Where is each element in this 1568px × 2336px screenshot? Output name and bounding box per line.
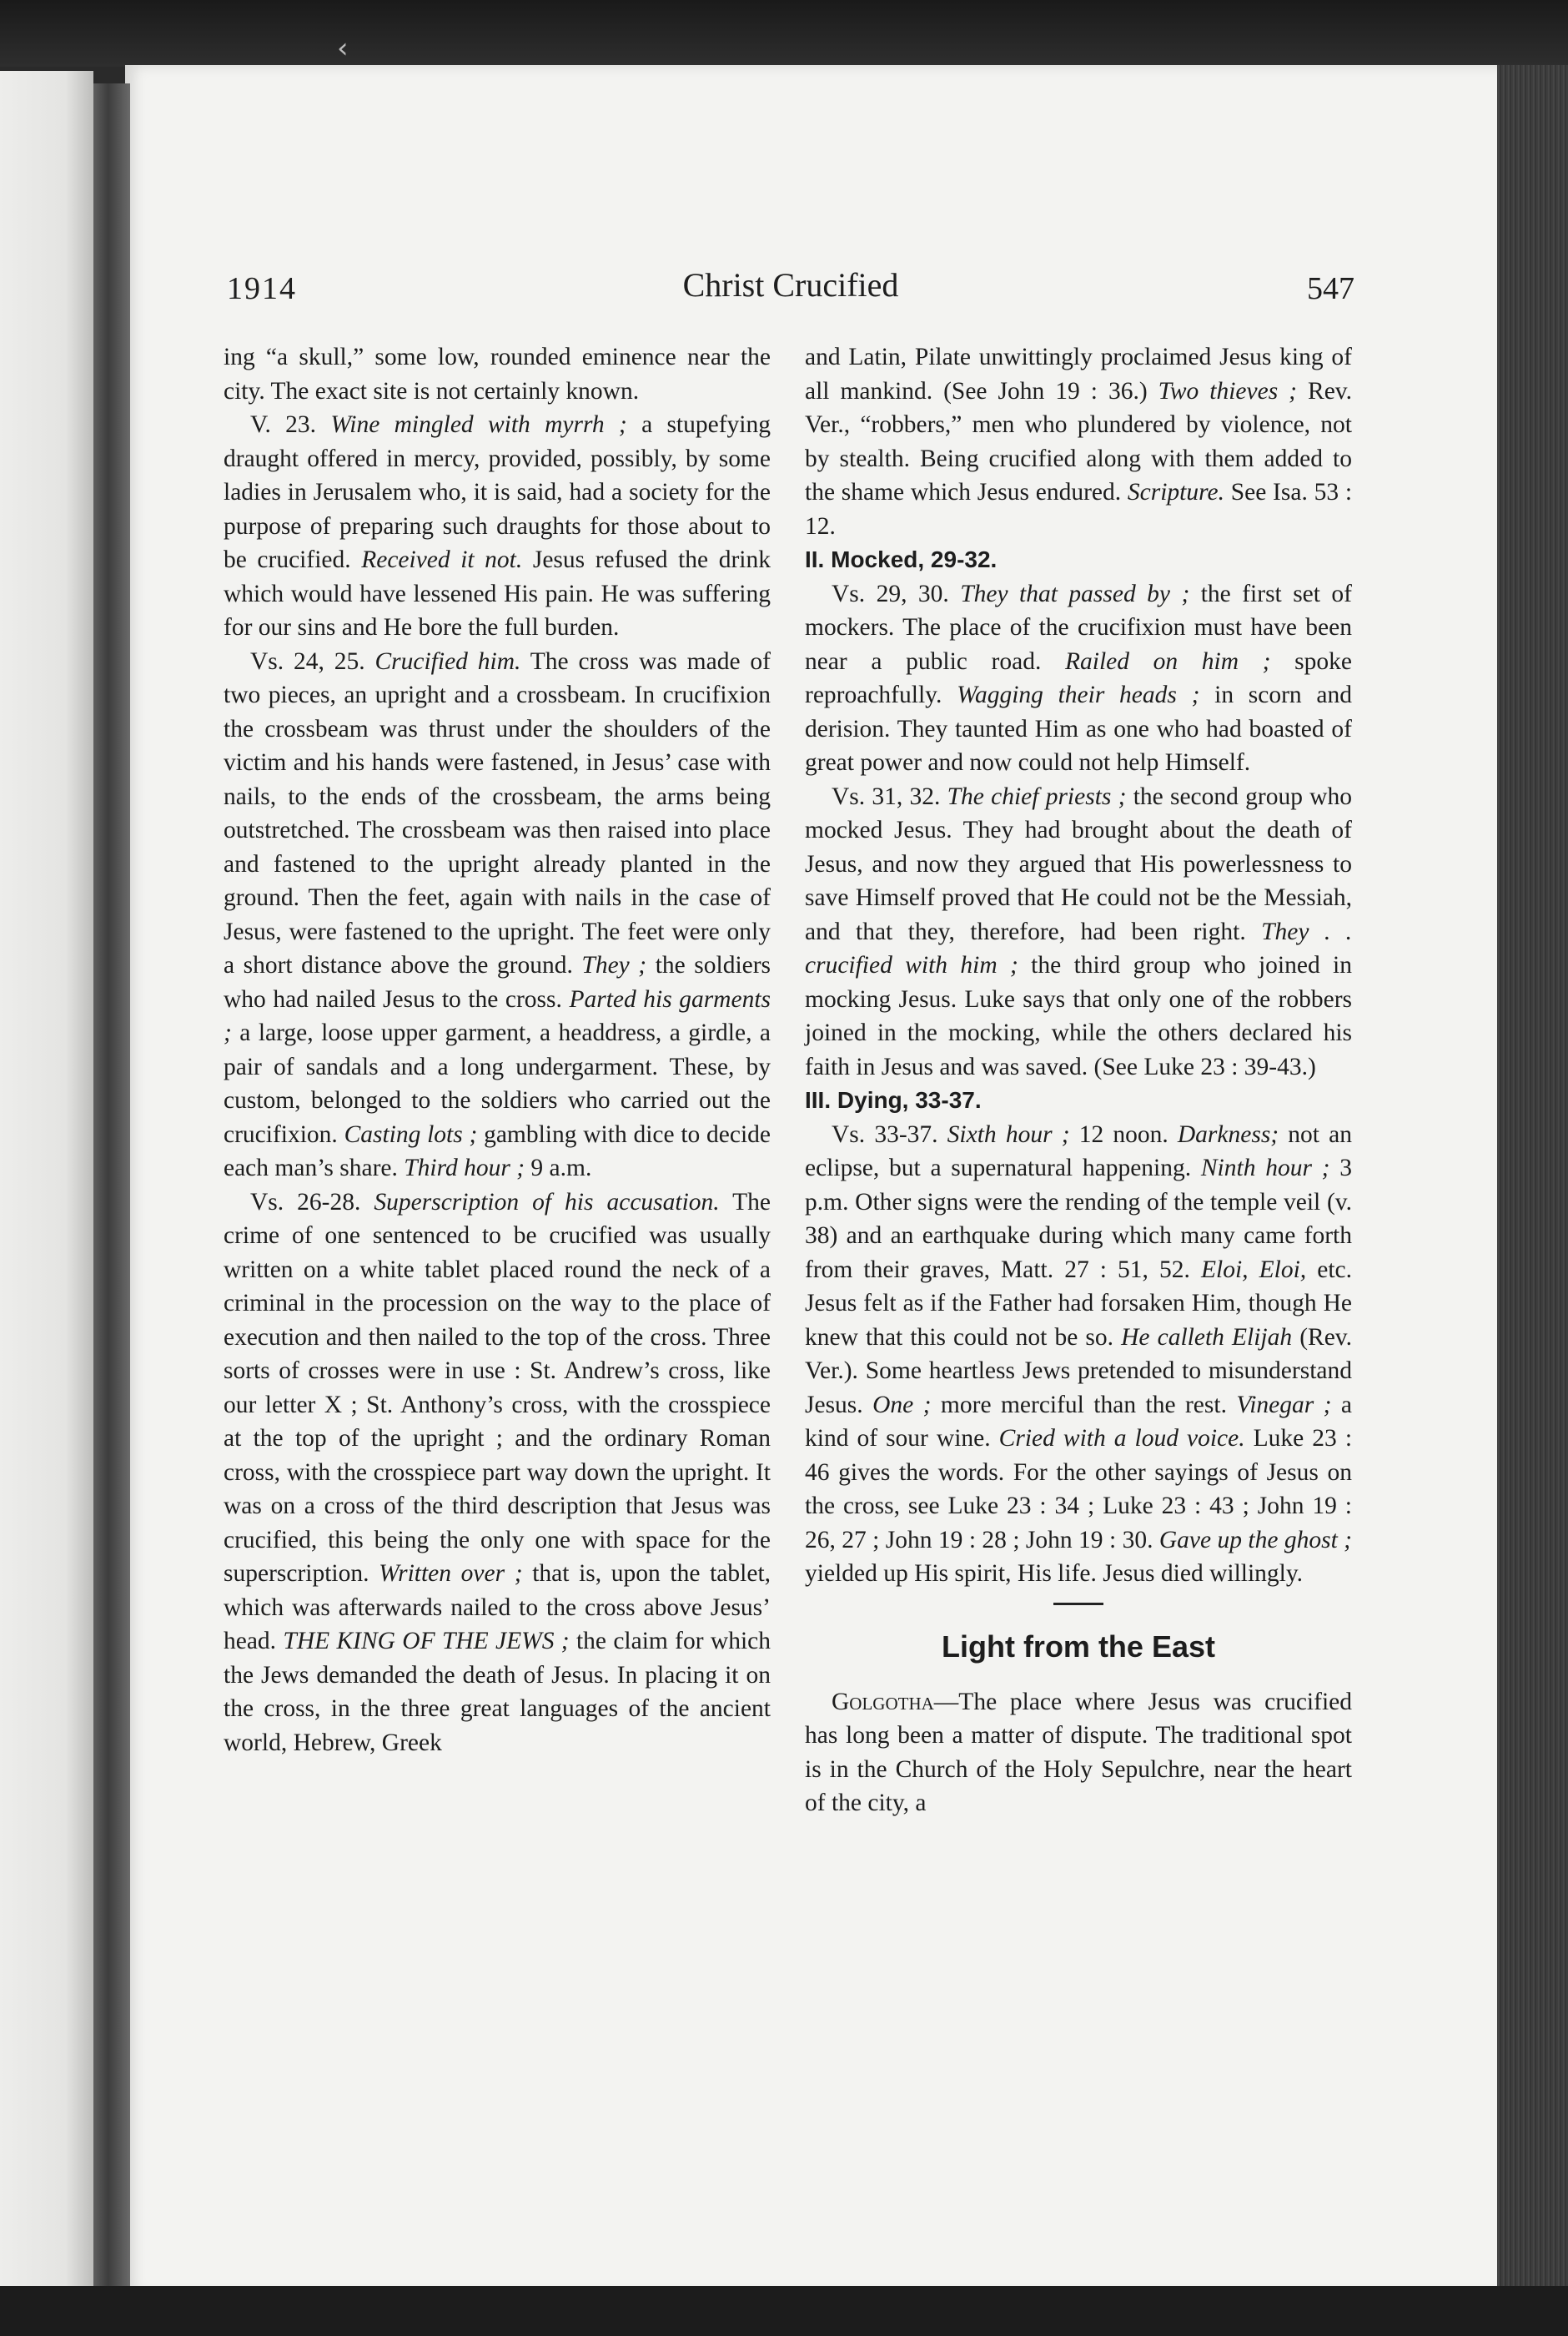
- scan-background-bottom: [0, 2286, 1568, 2336]
- right-column: [805, 340, 1352, 1820]
- running-head: [227, 265, 1354, 315]
- book-gutter: [93, 83, 130, 2294]
- page-title: Christ Crucified: [682, 266, 899, 304]
- scan-background-top: [0, 0, 1568, 67]
- facing-page-edge: [0, 71, 93, 2294]
- header-year: 1914: [227, 271, 297, 306]
- page-number: 547: [1307, 271, 1354, 306]
- section-heading-mocked: II. Mocked, 29-32.: [805, 546, 998, 572]
- section-heading-dying: III. Dying, 33-37.: [805, 1087, 982, 1113]
- paragraph-v23: V. 23. Wine mingled with myrrh ; a stupefying draught offered in mercy, provided, possibly, by some ladies in Jerusalem who, it is said, had a society for the purpose of preparing such draughts for those about to be crucified. Received it not. Jesus refused the drink which would have lessened His pain. He was suffering for our sins and He bore the full burden.: [224, 411, 771, 641]
- section-heading-light-from-the-east: Light from the East: [941, 1629, 1215, 1664]
- cursor-icon: ‹: [337, 32, 349, 65]
- paragraph-vs31-32: Vs. 31, 32. The chief priests ; the second group who mocked Jesus. They had brought about the death of Jesus, and now they argued that His powerlessness to save Himself proved that He could not be the Messiah, and that they, therefore, had been right. They . . crucified with him ; the third group who joined in mocking Jesus. Luke says that only one of the robbers joined in the mocking, while the others declared his faith in Jesus and was saved. (See Luke 23 : 39-43.): [805, 783, 1353, 1080]
- paragraph-vs24-25: Vs. 24, 25. Crucified him. The cross was made of two pieces, an upright and a crossbeam. In crucifixion the crossbeam was thrust under the shoulders of the victim and his hands were fastened, in Jesus’ case with nails, to the ends of the crossbeam, the arms being outstretched. The crossbeam was then raised into place and fastened to the upright already planted in the ground. Then the feet, again with nails in the case of Jesus, were fastened to the upright. The feet were only a short distance above the ground. They ; the soldiers who had nailed Jesus to the cross. Parted his garments ; a large, loose upper garment, a headdress, a girdle, a pair of sandals and a long undergarment. These, by custom, belonged to the soldiers who carried out the crucifixion. Casting lots ; gambling with dice to decide each man’s share. Third hour ; 9 a.m.: [224, 647, 771, 1181]
- paragraph-golgotha: Golgotha—The place where Jesus was crucified has long been a matter of dispute. The traditional spot is in the Church of the Holy Sepulchre, near the heart of the city, a: [805, 1688, 1352, 1816]
- paragraph-vs26-28: Vs. 26-28. Superscription of his accusation. The crime of one sentenced to be crucified was usually written on a white tablet placed round the neck of a criminal in the procession on the way to the place of execution and then nailed to the top of the cross. Three sorts of crosses were in use : St. Andrew’s cross, like our letter X ; St. Anthony’s cross, with the crosspiece at the top of the upright ; and the ordinary Roman cross, with the crosspiece part way down the upright. It was on a cross of the third description that Jesus was crucified, this being the only one with space for the superscription. Written over ; that is, upon the tablet, which was afterwards nailed to the cross above Jesus’ head. THE KING OF THE JEWS ; the claim for which the Jews demanded the death of Jesus. In placing it on the cross, in the three great languages of the ancient world, Hebrew, Greek: [224, 1188, 771, 1756]
- paragraph: ing “a skull,” some low, rounded eminence near the city. The exact site is not certainly known.: [224, 344, 771, 405]
- divider-rule: [1053, 1603, 1103, 1605]
- paragraph-vs29-30: Vs. 29, 30. They that passed by ; the first set of mockers. The place of the crucifixion must have been near a public road. Railed on him ; spoke reproachfully. Wagging their heads ; in scorn and derision. They taunted Him as one who had boasted of great power and now could not help Himself.: [805, 580, 1352, 776]
- left-column: [224, 340, 771, 1760]
- paragraph-vs33-37: Vs. 33-37. Sixth hour ; 12 noon. Darkness; not an eclipse, but a supernatural happening. Ninth hour ; 3 p.m. Other signs were the rending of the temple veil (v. 38) and an earthquake during which many came forth from their graves, Matt. 27 : 51, 52. Eloi, Eloi, etc. Jesus felt as if the Father had forsaken Him, though He knew that this could not be so. He calleth Elijah (Rev. Ver.). Some heartless Jews pretended to misunderstand Jesus. One ; more merciful than the rest. Vinegar ; a kind of sour wine. Cried with a loud voice. Luke 23 : 46 gives the words. For the other sayings of Jesus on the cross, see Luke 23 : 34 ; Luke 23 : 43 ; John 19 : 26, 27 ; John 19 : 28 ; John 19 : 30. Gave up the ghost ; yielded up His spirit, His life. Jesus died willingly.: [805, 1120, 1353, 1587]
- paragraph-continued: and Latin, Pilate unwittingly proclaimed Jesus king of all mankind. (See John 19 : 36.) Two thieves ; Rev. Ver., “robbers,” men who plundered by violence, not by stealth. Being crucified along with them added to the shame which Jesus endured. Scripture. See Isa. 53 : 12.: [805, 344, 1353, 540]
- page-edges-stack: [1497, 65, 1568, 2294]
